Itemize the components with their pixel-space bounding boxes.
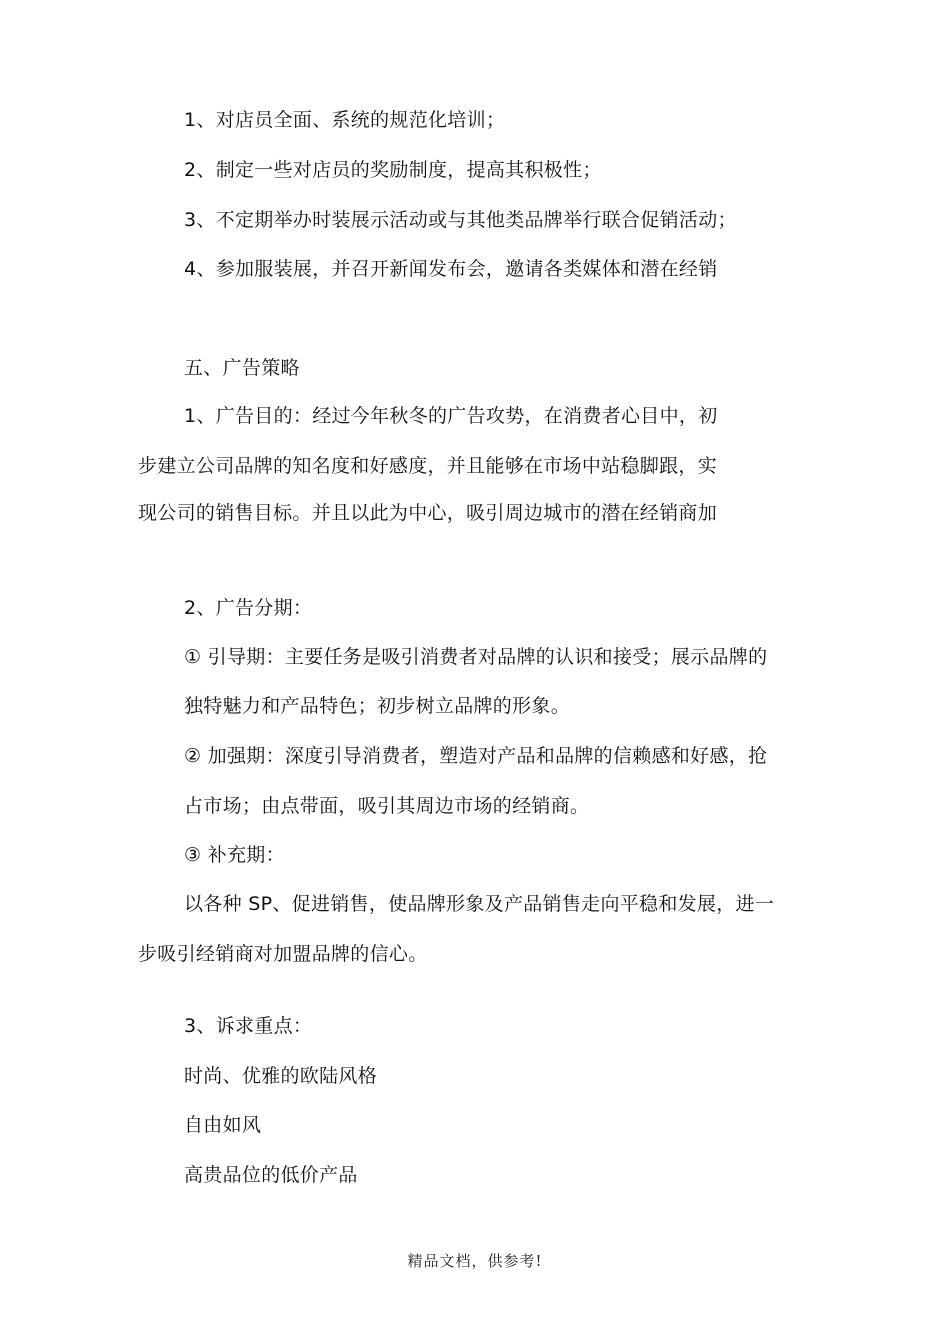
text-line-2: 2、制定一些对店员的奖励制度，提高其积极性； bbox=[184, 159, 602, 181]
period-2-line-2: 占市场；由点带面，吸引其周边市场的经销商。 bbox=[184, 795, 590, 817]
paragraph-line-2: 步建立公司品牌的知名度和好感度，并且能够在市场中站稳脚跟，实 bbox=[138, 455, 718, 477]
text-line-3: 3、不定期举办时装展示活动或与其他类品牌举行联合促销活动； bbox=[184, 209, 737, 231]
subheading-appeals: 3、诉求重点： bbox=[184, 1015, 313, 1037]
appeal-item-2: 自由如风 bbox=[184, 1114, 262, 1136]
paragraph-line-1: 1、广告目的：经过今年秋冬的广告攻势，在消费者心目中，初 bbox=[184, 405, 718, 427]
text-line-4: 4、参加服装展，并召开新闻发布会，邀请各类媒体和潜在经销 bbox=[184, 258, 718, 280]
period-2-line-1: ② 加强期：深度引导消费者，塑造对产品和品牌的信赖感和好感，抢 bbox=[184, 745, 768, 767]
appeal-item-3: 高贵品位的低价产品 bbox=[184, 1164, 358, 1186]
period-3-line-1: 以各种 SP、促进销售，使品牌形象及产品销售走向平稳和发展，进一 bbox=[184, 893, 775, 915]
text-line-1: 1、对店员全面、系统的规范化培训； bbox=[184, 109, 506, 131]
paragraph-line-3: 现公司的销售目标。并且以此为中心，吸引周边城市的潜在经销商加 bbox=[138, 502, 718, 524]
subheading-periods: 2、广告分期： bbox=[184, 597, 313, 619]
page-footer: 精品文档，供参考! bbox=[407, 1252, 543, 1270]
period-1-line-2: 独特魅力和产品特色；初步树立品牌的形象。 bbox=[184, 695, 571, 717]
period-3-heading: ③ 补充期： bbox=[184, 844, 285, 866]
period-1-line-1: ① 引导期：主要任务是吸引消费者对品牌的认识和接受；展示品牌的 bbox=[184, 646, 768, 668]
section-heading: 五、广告策略 bbox=[184, 357, 300, 379]
period-3-line-2: 步吸引经销商对加盟品牌的信心。 bbox=[138, 943, 428, 965]
appeal-item-1: 时尚、优雅的欧陆风格 bbox=[184, 1065, 378, 1087]
